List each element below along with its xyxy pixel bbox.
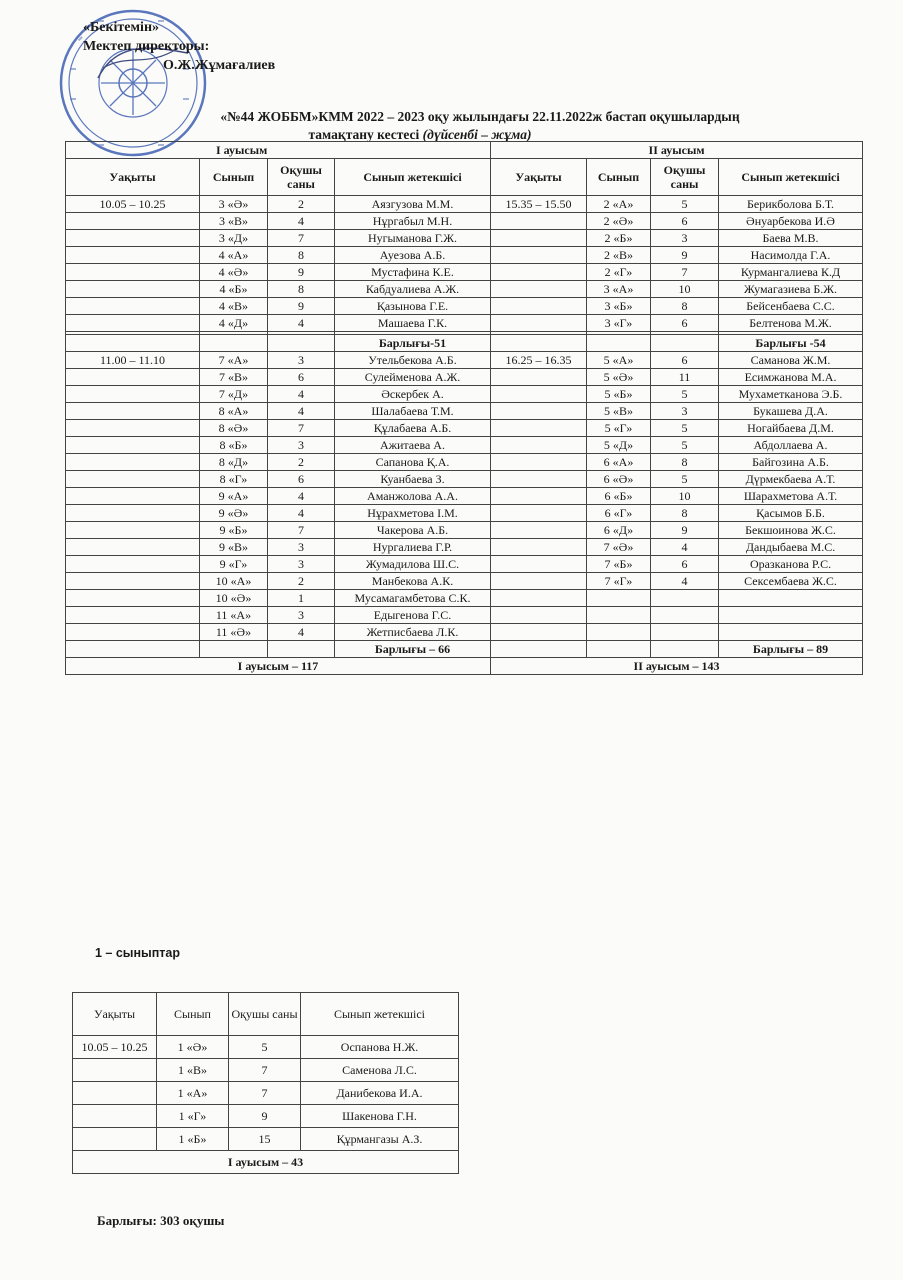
director-position: Мектеп директоры: [83,39,210,54]
cell-time-2 [491,505,587,522]
cell-count-2: 10 [651,281,719,298]
cell-teacher: Аманжолова А.А. [335,488,491,505]
cell-count: 1 [268,590,335,607]
cell-time-2 [491,607,587,624]
fg-cell-time [73,1128,157,1151]
cell-time [66,369,200,386]
col-class-2: Сынып [587,159,651,196]
cell-class: 10 «А» [200,573,268,590]
cell-time [66,641,200,658]
cell-time-2 [491,556,587,573]
col-time: Уақыты [66,159,200,196]
table-row [66,352,863,369]
cell-time [66,437,200,454]
cell-count-2: 6 [651,556,719,573]
cell-time-2 [491,573,587,590]
cell-class-2 [587,590,651,607]
shift1-total: І ауысым – 117 [66,658,491,675]
cell-time-2 [491,369,587,386]
table-row [66,437,863,454]
cell-count-2: 9 [651,247,719,264]
cell-count: 2 [268,454,335,471]
table-row [66,335,863,352]
cell-teacher-2: Насимолда Г.А. [719,247,863,264]
cell-time-2 [491,420,587,437]
fg-cell-count: 15 [229,1128,301,1151]
cell-teacher-2: Бейсенбаева С.С. [719,298,863,315]
cell-class: 4 «Д» [200,315,268,332]
fg-cell-count: 9 [229,1105,301,1128]
table-row [66,624,863,641]
cell-teacher-2: Мухаметканова Э.Б. [719,386,863,403]
cell-teacher: Машаева Г.К. [335,315,491,332]
director-name: О.Ж.Жұмағалиев [163,58,276,73]
table-row [66,281,863,298]
cell-teacher-2: Курмангалиева К.Д [719,264,863,281]
cell-time [66,624,200,641]
cell-time-2 [491,641,587,658]
cell-teacher-2: Букашева Д.А. [719,403,863,420]
cell-class-2: 6 «А» [587,454,651,471]
cell-time-2 [491,335,587,352]
cell-teacher: Мустафина К.Е. [335,264,491,281]
cell-count: 9 [268,298,335,315]
cell-teacher: Нұрахметова І.М. [335,505,491,522]
document-title [60,108,900,144]
cell-teacher-2: Бекшоинова Ж.С. [719,522,863,539]
cell-class: 3 «В» [200,213,268,230]
cell-count: 9 [268,264,335,281]
cell-count-2: 9 [651,522,719,539]
cell-teacher-2: Байгозина А.Б. [719,454,863,471]
cell-teacher: Едыгенова Г.С. [335,607,491,624]
cell-count: 6 [268,369,335,386]
cell-count: 4 [268,624,335,641]
table-row [66,315,863,332]
cell-class: 11 «А» [200,607,268,624]
cell-time: 11.00 – 11.10 [66,352,200,369]
cell-class-2: 7 «Ә» [587,539,651,556]
cell-count: 2 [268,196,335,213]
cell-time [66,471,200,488]
cell-time [66,298,200,315]
fg-col-class: Сынып [157,993,229,1036]
cell-teacher: Ауезова А.Б. [335,247,491,264]
cell-class-2: 2 «Г» [587,264,651,281]
cell-teacher-2: Берикболова Б.Т. [719,196,863,213]
col-class: Сынып [200,159,268,196]
cell-count-2 [651,641,719,658]
cell-teacher: Сулейменова А.Ж. [335,369,491,386]
cell-teacher-2: Жумагазиева Б.Ж. [719,281,863,298]
cell-time [66,281,200,298]
cell-class: 4 «А» [200,247,268,264]
cell-teacher: Барлығы-51 [335,335,491,352]
title-days: (дүйсенбі – жұма) [422,127,532,142]
cell-count-2: 7 [651,264,719,281]
cell-class-2: 3 «Б» [587,298,651,315]
fg-cell-time [73,1059,157,1082]
cell-count: 4 [268,213,335,230]
cell-count-2: 8 [651,505,719,522]
cell-count [268,335,335,352]
cell-time [66,454,200,471]
table-row [66,386,863,403]
shift2-header: ІІ ауысым [491,142,863,159]
cell-count: 8 [268,281,335,298]
cell-class: 8 «Д» [200,454,268,471]
table-row [73,1082,459,1105]
cell-time-2 [491,488,587,505]
cell-count: 6 [268,471,335,488]
cell-teacher-2: Абдоллаева А. [719,437,863,454]
cell-count-2: 5 [651,386,719,403]
cell-class: 4 «В» [200,298,268,315]
cell-teacher: Ажитаева А. [335,437,491,454]
cell-class [200,641,268,658]
cell-class-2: 3 «Г» [587,315,651,332]
cell-time [66,607,200,624]
cell-time-2 [491,590,587,607]
cell-class-2: 2 «А» [587,196,651,213]
cell-teacher-2: Әнуарбекова И.Ә [719,213,863,230]
cell-count-2: 5 [651,196,719,213]
cell-class: 7 «Д» [200,386,268,403]
table-row [66,369,863,386]
cell-time [66,488,200,505]
cell-count: 4 [268,386,335,403]
cell-count-2: 3 [651,230,719,247]
cell-count-2: 6 [651,213,719,230]
cell-class-2: 5 «А» [587,352,651,369]
table-row [73,1105,459,1128]
fg-cell-class: 1 «А» [157,1082,229,1105]
cell-count: 4 [268,315,335,332]
cell-teacher: Барлығы – 66 [335,641,491,658]
cell-time-2 [491,437,587,454]
table-row [66,539,863,556]
table-row [66,590,863,607]
cell-class-2: 2 «Ә» [587,213,651,230]
cell-teacher: Жетписбаева Л.К. [335,624,491,641]
cell-count-2: 4 [651,573,719,590]
cell-count-2: 8 [651,454,719,471]
cell-teacher: Қазынова Г.Е. [335,298,491,315]
cell-teacher: Кабдуалиева А.Ж. [335,281,491,298]
fg-cell-class: 1 «В» [157,1059,229,1082]
cell-time [66,335,200,352]
approved-label: «Бекітемін» [83,20,160,35]
cell-time [66,403,200,420]
cell-class: 10 «Ә» [200,590,268,607]
cell-count: 3 [268,539,335,556]
cell-class-2: 5 «Д» [587,437,651,454]
cell-count: 4 [268,505,335,522]
cell-class-2: 5 «Ә» [587,369,651,386]
cell-time-2 [491,264,587,281]
col-teacher-2: Сынып жетекшісі [719,159,863,196]
table-row [66,264,863,281]
table-row [66,488,863,505]
cell-class [200,335,268,352]
fg-cell-time [73,1105,157,1128]
cell-class: 9 «В» [200,539,268,556]
cell-time-2 [491,624,587,641]
table-row [66,247,863,264]
fg-cell-count: 7 [229,1082,301,1105]
cell-class: 11 «Ә» [200,624,268,641]
cell-count-2 [651,335,719,352]
table-row [66,213,863,230]
cell-teacher: Жумадилова Ш.С. [335,556,491,573]
cell-count: 7 [268,230,335,247]
cell-teacher: Құлабаева А.Б. [335,420,491,437]
table-row [66,230,863,247]
cell-teacher: Нургалиева Г.Р. [335,539,491,556]
cell-teacher-2: Қасымов Б.Б. [719,505,863,522]
lunch-schedule-table [65,141,863,675]
cell-teacher-2: Шарахметова А.Т. [719,488,863,505]
cell-teacher: Шалабаева Т.М. [335,403,491,420]
cell-teacher: Әскербек А. [335,386,491,403]
cell-count-2 [651,624,719,641]
cell-count: 4 [268,488,335,505]
cell-time [66,315,200,332]
cell-class-2: 6 «Ә» [587,471,651,488]
fg-cell-class: 1 «Ә» [157,1036,229,1059]
cell-teacher: Куанбаева З. [335,471,491,488]
cell-count [268,641,335,658]
cell-class-2: 6 «Б» [587,488,651,505]
table-row [73,1036,459,1059]
fg-cell-time: 10.05 – 10.25 [73,1036,157,1059]
cell-time-2 [491,315,587,332]
fg-cell-teacher: Құрмангазы А.З. [301,1128,459,1151]
table-row [66,556,863,573]
cell-time-2 [491,522,587,539]
cell-teacher: Нұргабыл М.Н. [335,213,491,230]
cell-count-2: 5 [651,437,719,454]
cell-time-2 [491,471,587,488]
cell-class: 9 «А» [200,488,268,505]
cell-teacher: Сапанова Қ.А. [335,454,491,471]
cell-class-2 [587,607,651,624]
cell-class-2: 5 «Г» [587,420,651,437]
table-row [66,298,863,315]
col-time-2: Уақыты [491,159,587,196]
cell-time: 10.05 – 10.25 [66,196,200,213]
cell-teacher: Манбекова А.К. [335,573,491,590]
first-grades-heading: 1 – сыныптар [95,946,180,960]
cell-count-2 [651,607,719,624]
cell-class: 4 «Ә» [200,264,268,281]
cell-class: 8 «Г» [200,471,268,488]
cell-count: 3 [268,556,335,573]
table-row [66,641,863,658]
table-row [66,471,863,488]
fg-cell-teacher: Саменова Л.С. [301,1059,459,1082]
cell-count: 7 [268,522,335,539]
cell-count-2: 3 [651,403,719,420]
cell-class-2 [587,335,651,352]
shift1-header: І ауысым [66,142,491,159]
fg-col-teacher: Сынып жетекшісі [301,993,459,1036]
cell-teacher: Нугыманова Г.Ж. [335,230,491,247]
title-line-1: «№44 ЖОББМ»КММ 2022 – 2023 оқу жылындағы 22.11.2022ж бастап оқушылардың [220,109,740,124]
cell-class-2: 3 «А» [587,281,651,298]
cell-class-2: 6 «Г» [587,505,651,522]
cell-teacher-2 [719,590,863,607]
cell-count-2: 8 [651,298,719,315]
cell-time [66,573,200,590]
cell-time [66,213,200,230]
approval-block [83,18,275,75]
cell-class: 3 «Д» [200,230,268,247]
cell-count: 8 [268,247,335,264]
first-grades-table [72,992,459,1174]
cell-class: 8 «Ә» [200,420,268,437]
fg-cell-class: 1 «Г» [157,1105,229,1128]
cell-time-2 [491,298,587,315]
fg-cell-count: 5 [229,1036,301,1059]
cell-count-2: 4 [651,539,719,556]
table-row [66,607,863,624]
cell-teacher-2 [719,624,863,641]
cell-time-2: 15.35 – 15.50 [491,196,587,213]
cell-class: 4 «Б» [200,281,268,298]
cell-time-2 [491,247,587,264]
grand-total: Барлығы: 303 оқушы [97,1213,225,1228]
fg-cell-time [73,1082,157,1105]
cell-time-2 [491,539,587,556]
col-count: Оқушы саны [268,159,335,196]
cell-teacher-2 [719,607,863,624]
table-row [66,420,863,437]
cell-teacher: Утельбекова А.Б. [335,352,491,369]
cell-class: 9 «Ә» [200,505,268,522]
cell-time [66,590,200,607]
cell-count: 4 [268,403,335,420]
cell-class-2 [587,641,651,658]
cell-time [66,556,200,573]
cell-class: 7 «В» [200,369,268,386]
cell-class-2 [587,624,651,641]
cell-teacher: Чакерова А.Б. [335,522,491,539]
cell-time-2 [491,213,587,230]
cell-teacher-2: Барлығы – 89 [719,641,863,658]
shift2-total: ІІ ауысым – 143 [491,658,863,675]
cell-class: 8 «А» [200,403,268,420]
first-grades-total: І ауысым – 43 [73,1151,459,1174]
table-row [66,454,863,471]
table-row [73,1128,459,1151]
cell-class-2: 7 «Г» [587,573,651,590]
cell-class-2: 6 «Д» [587,522,651,539]
cell-class-2: 2 «Б» [587,230,651,247]
cell-class-2: 5 «В» [587,403,651,420]
cell-time [66,539,200,556]
cell-time [66,522,200,539]
cell-time [66,386,200,403]
cell-time-2 [491,454,587,471]
cell-teacher-2: Белтенова М.Ж. [719,315,863,332]
fg-cell-teacher: Оспанова Н.Ж. [301,1036,459,1059]
cell-time-2 [491,403,587,420]
cell-time [66,247,200,264]
cell-count-2 [651,590,719,607]
cell-time-2 [491,281,587,298]
cell-teacher-2: Саманова Ж.М. [719,352,863,369]
cell-teacher-2: Ногайбаева Д.М. [719,420,863,437]
title-line-2: тамақтану кестесі [308,127,420,142]
cell-teacher-2: Барлығы -54 [719,335,863,352]
cell-class-2: 2 «В» [587,247,651,264]
cell-class: 8 «Б» [200,437,268,454]
cell-time [66,230,200,247]
cell-time [66,505,200,522]
cell-class: 9 «Г» [200,556,268,573]
cell-class-2: 5 «Б» [587,386,651,403]
cell-count-2: 11 [651,369,719,386]
table-row [73,1059,459,1082]
cell-teacher: Аязгузова М.М. [335,196,491,213]
cell-teacher-2: Дандыбаева М.С. [719,539,863,556]
table-row [66,505,863,522]
col-teacher: Сынып жетекшісі [335,159,491,196]
cell-time [66,264,200,281]
table-row [66,196,863,213]
cell-teacher-2: Баева М.В. [719,230,863,247]
cell-class: 3 «Ә» [200,196,268,213]
cell-count: 3 [268,607,335,624]
cell-count-2: 5 [651,471,719,488]
table-row [66,573,863,590]
cell-teacher-2: Дүрмекбаева А.Т. [719,471,863,488]
cell-teacher: Мусамагамбетова С.К. [335,590,491,607]
cell-count: 3 [268,437,335,454]
cell-class-2: 7 «Б» [587,556,651,573]
cell-teacher-2: Оразканова Р.С. [719,556,863,573]
cell-count-2: 6 [651,352,719,369]
fg-cell-teacher: Данибекова И.А. [301,1082,459,1105]
cell-teacher-2: Есимжанова М.А. [719,369,863,386]
fg-col-count: Оқушы саны [229,993,301,1036]
cell-time-2: 16.25 – 16.35 [491,352,587,369]
fg-cell-class: 1 «Б» [157,1128,229,1151]
cell-count: 2 [268,573,335,590]
cell-count-2: 10 [651,488,719,505]
cell-time-2 [491,386,587,403]
fg-col-time: Уақыты [73,993,157,1036]
table-row [66,522,863,539]
cell-class: 9 «Б» [200,522,268,539]
col-count-2: Оқушы саны [651,159,719,196]
fg-cell-count: 7 [229,1059,301,1082]
table-row [66,403,863,420]
cell-count: 3 [268,352,335,369]
cell-count-2: 6 [651,315,719,332]
cell-class: 7 «А» [200,352,268,369]
fg-cell-teacher: Шакенова Г.Н. [301,1105,459,1128]
cell-count-2: 5 [651,420,719,437]
cell-teacher-2: Сексембаева Ж.С. [719,573,863,590]
cell-count: 7 [268,420,335,437]
cell-time [66,420,200,437]
cell-time-2 [491,230,587,247]
